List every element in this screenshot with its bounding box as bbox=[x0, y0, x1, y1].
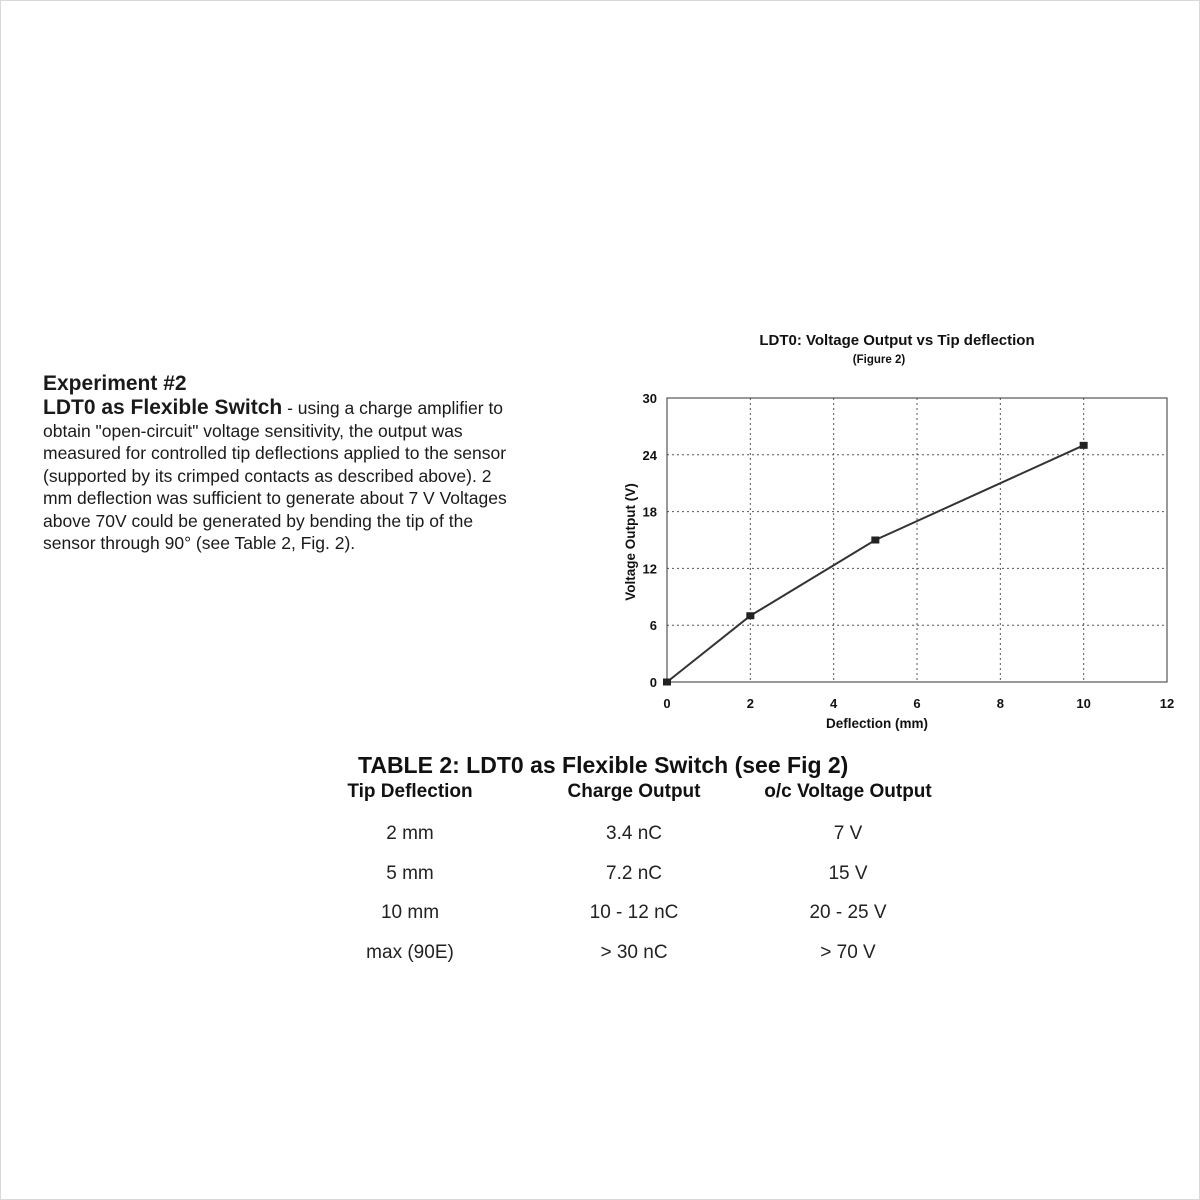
table-cell: 7 V bbox=[833, 823, 863, 844]
table-cell: 10 - 12 nC bbox=[589, 902, 679, 923]
y-tick-label: 6 bbox=[649, 618, 657, 634]
column-header: Tip Deflection bbox=[347, 781, 473, 802]
column-header: o/c Voltage Output bbox=[764, 781, 932, 802]
table-title: TABLE 2: LDT0 as Flexible Switch (see Fig 2) bbox=[358, 752, 849, 778]
experiment-section bbox=[43, 370, 513, 555]
x-tick-label: 8 bbox=[996, 696, 1004, 711]
data-point bbox=[663, 679, 671, 686]
table-cell: > 70 V bbox=[820, 942, 876, 963]
x-tick-label: 4 bbox=[830, 696, 838, 711]
table-cell: max (90E) bbox=[366, 942, 454, 963]
y-tick-label: 12 bbox=[642, 561, 657, 577]
data-point bbox=[746, 612, 754, 619]
chart-subtitle: (Figure 2) bbox=[852, 354, 906, 366]
data-point bbox=[1080, 442, 1088, 449]
series-line bbox=[667, 445, 1084, 682]
y-tick-label: 18 bbox=[642, 504, 657, 520]
column-header: Charge Output bbox=[567, 781, 701, 802]
x-tick-label: 10 bbox=[1076, 696, 1091, 711]
table-cell: 5 mm bbox=[386, 863, 434, 884]
y-tick-label: 0 bbox=[649, 675, 657, 690]
x-axis-label: Deflection (mm) bbox=[825, 716, 929, 731]
x-tick-label: 12 bbox=[1159, 696, 1175, 711]
chart-svg bbox=[600, 325, 1190, 745]
experiment-heading: Experiment #2 bbox=[43, 372, 187, 395]
y-tick-label: 30 bbox=[642, 391, 657, 406]
x-tick-label: 0 bbox=[663, 696, 671, 711]
voltage-chart bbox=[600, 325, 1190, 745]
data-point bbox=[871, 537, 879, 544]
table-cell: 3.4 nC bbox=[606, 823, 662, 844]
x-tick-label: 2 bbox=[746, 696, 754, 711]
table-cell: > 30 nC bbox=[600, 942, 668, 963]
y-tick-label: 24 bbox=[642, 447, 657, 463]
experiment-paragraph bbox=[43, 397, 513, 555]
table-cell: 2 mm bbox=[386, 823, 434, 844]
experiment-body: - using a charge amplifier to obtain "open-circuit" voltage sensitivity, the output was measured for controlled tip deflections applied to the sensor (supported by its crimped contacts as described above). 2 mm deflection was sufficient to generate about 7 V Voltages above 70V could be generated by bending the tip of the sensor through 90° (see Table 2, Fig. 2). bbox=[43, 398, 507, 553]
table-cell: 15 V bbox=[828, 863, 868, 884]
chart-title: LDT0: Voltage Output vs Tip deflection bbox=[759, 332, 1035, 349]
y-axis-label: Voltage Output (V) bbox=[623, 483, 638, 601]
table-cell: 10 mm bbox=[380, 902, 440, 923]
x-tick-label: 6 bbox=[913, 696, 921, 711]
experiment-subheading: LDT0 as Flexible Switch bbox=[43, 396, 283, 419]
table-cell: 7.2 nC bbox=[606, 863, 662, 884]
table-cell: 20 - 25 V bbox=[809, 902, 887, 923]
